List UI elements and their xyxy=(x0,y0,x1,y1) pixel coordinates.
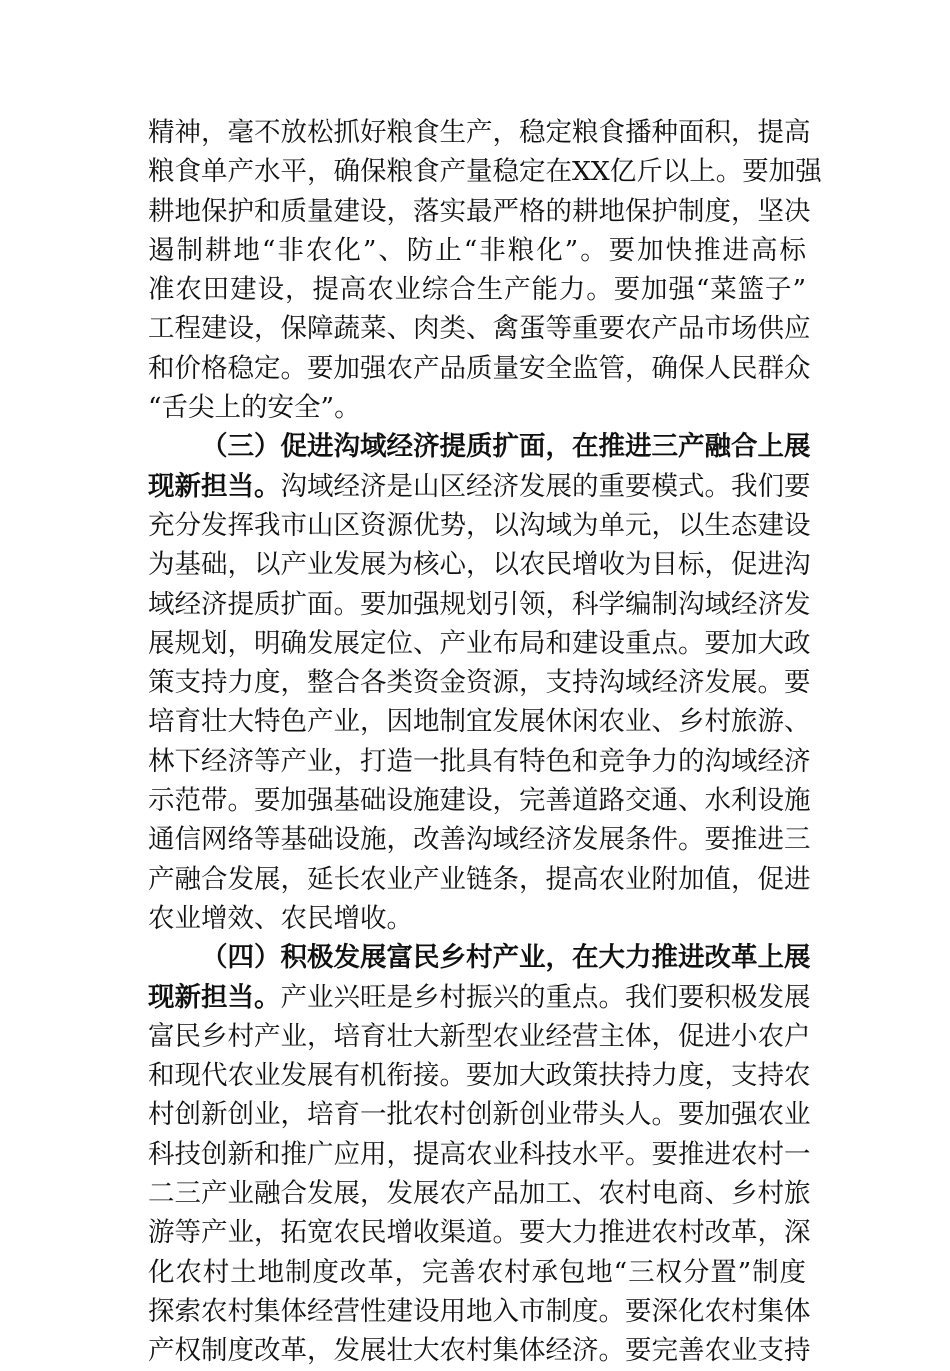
text-line xyxy=(148,1017,811,1056)
body-text: 为基础，以产业发展为核心，以农民增收为目标，促进沟 xyxy=(148,549,811,581)
body-text: 林下经济等产业，打造一批具有特色和竞争力的沟域经济 xyxy=(148,745,811,777)
text-line xyxy=(148,978,811,1017)
body-text: 通信网络等基础设施，改善沟域经济发展条件。要推进三 xyxy=(148,824,811,856)
text-line xyxy=(148,702,811,741)
body-text: 粮食单产水平，确保粮食产量稳定在XX亿斤以上。要加强 xyxy=(148,156,822,188)
text-line xyxy=(148,427,811,466)
body-text: 化农村土地制度改革，完善农村承包地“三权分置”制度 xyxy=(148,1256,806,1288)
body-text: 遏制耕地“非农化”、防止“非粮化”。要加快推进高标 xyxy=(148,234,806,266)
text-line xyxy=(148,1174,811,1213)
text-line xyxy=(148,820,811,859)
text-line xyxy=(148,349,811,388)
body-text: 村创新创业，培育一批农村创新创业带头人。要加强农业 xyxy=(148,1099,811,1131)
body-text: 工程建设，保障蔬菜、肉类、禽蛋等重要农产品市场供应 xyxy=(148,313,811,345)
body-text: 培育壮大特色产业，因地制宜发展休闲农业、乡村旅游、 xyxy=(148,706,811,738)
text-line xyxy=(148,388,806,427)
body-text: 农业增效、农民增收。 xyxy=(148,902,413,934)
document-body-text xyxy=(148,113,822,1371)
text-line xyxy=(148,1292,811,1331)
text-line xyxy=(148,1213,811,1252)
body-text: 示范带。要加强基础设施建设，完善道路交通、水利设施 xyxy=(148,785,811,817)
text-line xyxy=(148,309,811,348)
text-line xyxy=(148,742,811,781)
text-line xyxy=(148,113,811,152)
text-line xyxy=(148,663,811,702)
text-line xyxy=(148,781,811,820)
body-text: 产业兴旺是乡村振兴的重点。我们要积极发展 xyxy=(280,981,811,1013)
body-text: 游等产业，拓宽农民增收渠道。要大力推进农村改革，深 xyxy=(148,1217,811,1249)
text-line xyxy=(148,1135,811,1174)
body-text: 充分发挥我市山区资源优势，以沟域为单元，以生态建设 xyxy=(148,509,811,541)
body-text: “舌尖上的安全”。 xyxy=(148,392,361,424)
body-text: 展规划，明确发展定位、产业布局和建设重点。要加大政 xyxy=(148,627,811,659)
body-text: 沟域经济是山区经济发展的重要模式。我们要 xyxy=(280,470,811,502)
body-text: 探索农村集体经营性建设用地入市制度。要深化农村集体 xyxy=(148,1295,811,1327)
body-text: 富民乡村产业，培育壮大新型农业经营主体，促进小农户 xyxy=(148,1020,811,1052)
body-text: 产权制度改革，发展壮大农村集体经济。要完善农业支持 xyxy=(148,1335,811,1367)
body-text: 耕地保护和质量建设，落实最严格的耕地保护制度，坚决 xyxy=(148,195,811,227)
text-line xyxy=(148,231,806,270)
text-line xyxy=(148,585,811,624)
text-line xyxy=(148,624,811,663)
body-text: 准农田建设，提高农业综合生产能力。要加强“菜篮子” xyxy=(148,274,806,306)
text-line xyxy=(148,1331,811,1370)
text-line xyxy=(148,192,811,231)
body-text: 产融合发展，延长农业产业链条，提高农业附加值，促进 xyxy=(148,863,811,895)
body-text: 和现代农业发展有机衔接。要加大政策扶持力度，支持农 xyxy=(148,1060,811,1092)
text-line xyxy=(148,545,811,584)
body-text: 策支持力度，整合各类资金资源，支持沟域经济发展。要 xyxy=(148,667,811,699)
text-line xyxy=(148,1056,811,1095)
body-text: 二三产业融合发展，发展农产品加工、农村电商、乡村旅 xyxy=(148,1178,811,1210)
bold-heading-text: （四）积极发展富民乡村产业，在大力推进改革上展 xyxy=(201,942,811,974)
text-line xyxy=(148,270,806,309)
text-line xyxy=(148,899,806,938)
text-line xyxy=(148,938,811,977)
text-line xyxy=(148,1253,806,1292)
bold-heading-text: （三）促进沟域经济提质扩面，在推进三产融合上展 xyxy=(201,431,811,463)
body-text: 域经济提质扩面。要加强规划引领，科学编制沟域经济发 xyxy=(148,588,811,620)
body-text: 和价格稳定。要加强农产品质量安全监管，确保人民群众 xyxy=(148,352,811,384)
text-line xyxy=(148,1095,811,1134)
text-line xyxy=(148,506,811,545)
body-text: 科技创新和推广应用，提高农业科技水平。要推进农村一 xyxy=(148,1138,811,1170)
bold-heading-text: 现新担当。 xyxy=(148,470,281,502)
text-line xyxy=(148,860,811,899)
text-line xyxy=(148,467,811,506)
text-line xyxy=(148,152,822,191)
bold-heading-text: 现新担当。 xyxy=(148,981,281,1013)
body-text: 精神，毫不放松抓好粮食生产，稳定粮食播种面积，提高 xyxy=(148,117,811,148)
